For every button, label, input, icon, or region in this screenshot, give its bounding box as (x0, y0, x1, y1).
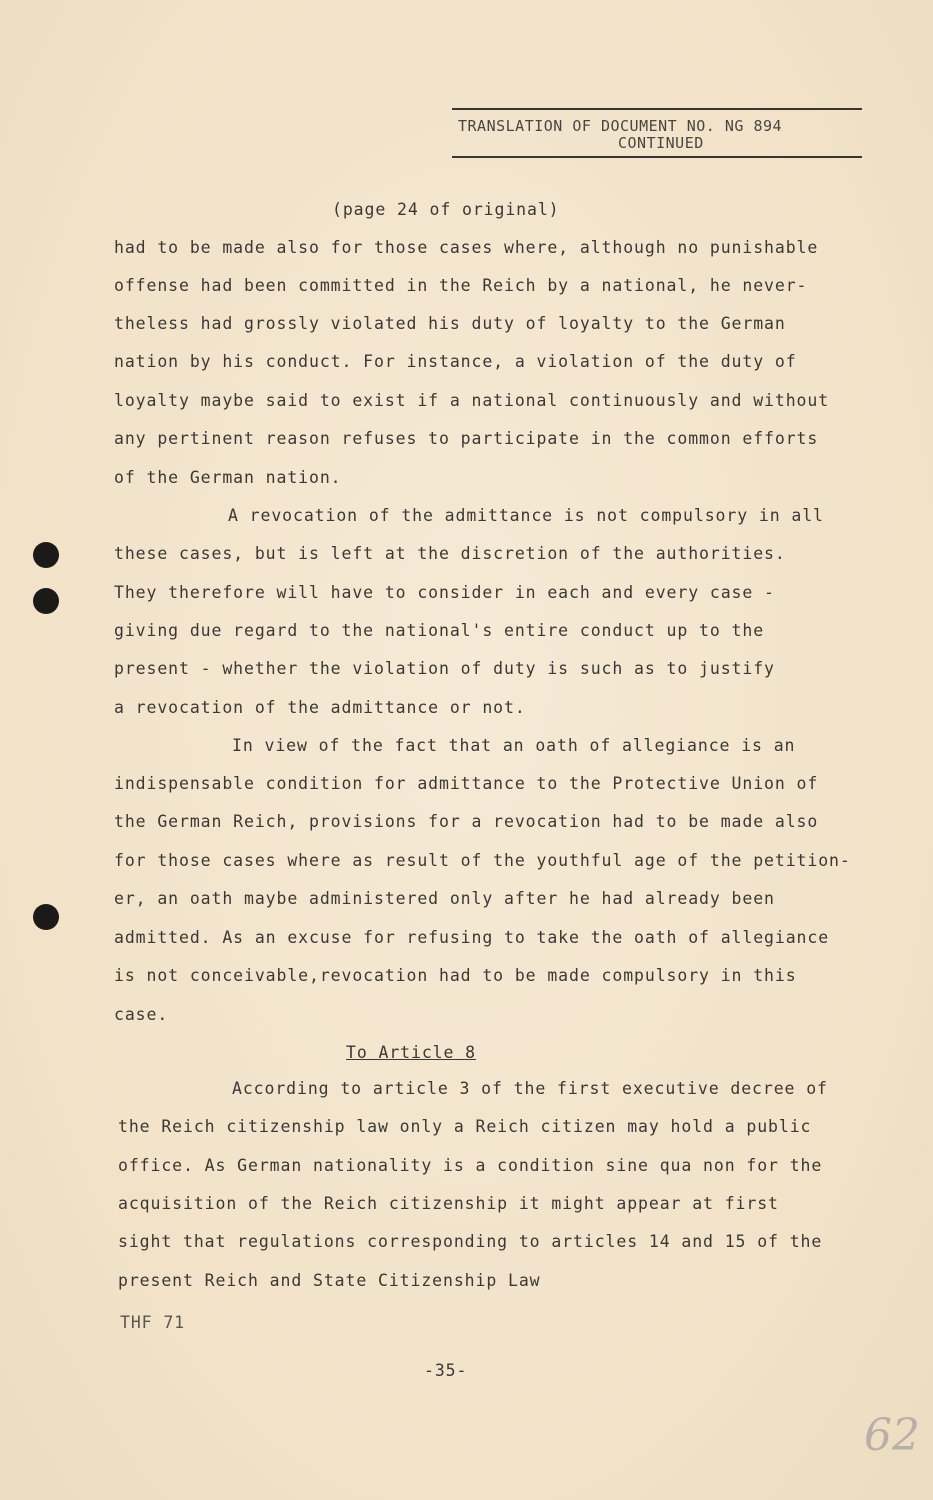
text-line: nation by his conduct. For instance, a violation of the duty of (114, 352, 797, 371)
text-line: A revocation of the admittance is not compulsory in all (228, 506, 824, 525)
text-line: er, an oath maybe administered only after he had already been (114, 889, 775, 908)
text-line: loyalty maybe said to exist if a national continuously and without (114, 391, 830, 410)
text-line: present Reich and State Citizenship Law (118, 1271, 541, 1290)
text-line: offense had been committed in the Reich by a national, he never- (114, 276, 808, 295)
page-number: -35- (424, 1361, 468, 1380)
text-line: a revocation of the admittance or not. (114, 698, 526, 717)
text-line: In view of the fact that an oath of allegiance is an (232, 736, 796, 755)
document-header (452, 108, 862, 158)
text-line: acquisition of the Reich citizenship it might appear at first (118, 1194, 779, 1213)
text-line: They therefore will have to consider in each and every case - (114, 583, 775, 602)
text-line: had to be made also for those cases where, although no punishable (114, 238, 819, 257)
text-line: for those cases where as result of the youthful age of the petition- (114, 851, 851, 870)
punch-hole (33, 588, 59, 614)
punch-hole (33, 542, 59, 568)
text-line: these cases, but is left at the discretion of the authorities. (114, 544, 786, 563)
handwritten-page-number: 62 (864, 1410, 920, 1461)
text-line: present - whether the violation of duty is such as to justify (114, 659, 775, 678)
text-line: case. (114, 1005, 169, 1024)
section-heading: To Article 8 (346, 1043, 477, 1062)
header-title: TRANSLATION OF DOCUMENT NO. NG 894 (458, 117, 783, 135)
text-line: admitted. As an excuse for refusing to take the oath of allegiance (114, 928, 830, 947)
text-line: giving due regard to the national's entire conduct up to the (114, 621, 765, 640)
text-line: According to article 3 of the first executive decree of (232, 1079, 828, 1098)
text-line: any pertinent reason refuses to participate in the common efforts (114, 429, 819, 448)
text-line: is not conceivable,revocation had to be made compulsory in this (114, 966, 797, 985)
text-line: theless had grossly violated his duty of loyalty to the German (114, 314, 786, 333)
text-line: sight that regulations corresponding to articles 14 and 15 of the (118, 1232, 823, 1251)
punch-hole (33, 904, 59, 930)
page-reference: (page 24 of original) (332, 200, 560, 219)
text-line: indispensable condition for admittance to the Protective Union of (114, 774, 819, 793)
text-line: the Reich citizenship law only a Reich citizen may hold a public (118, 1117, 812, 1136)
text-line: of the German nation. (114, 468, 342, 487)
header-continued: CONTINUED (618, 134, 704, 152)
footer-code: THF 71 (120, 1313, 186, 1332)
text-line: the German Reich, provisions for a revocation had to be made also (114, 812, 819, 831)
text-line: office. As German nationality is a condition sine qua non for the (118, 1156, 823, 1175)
